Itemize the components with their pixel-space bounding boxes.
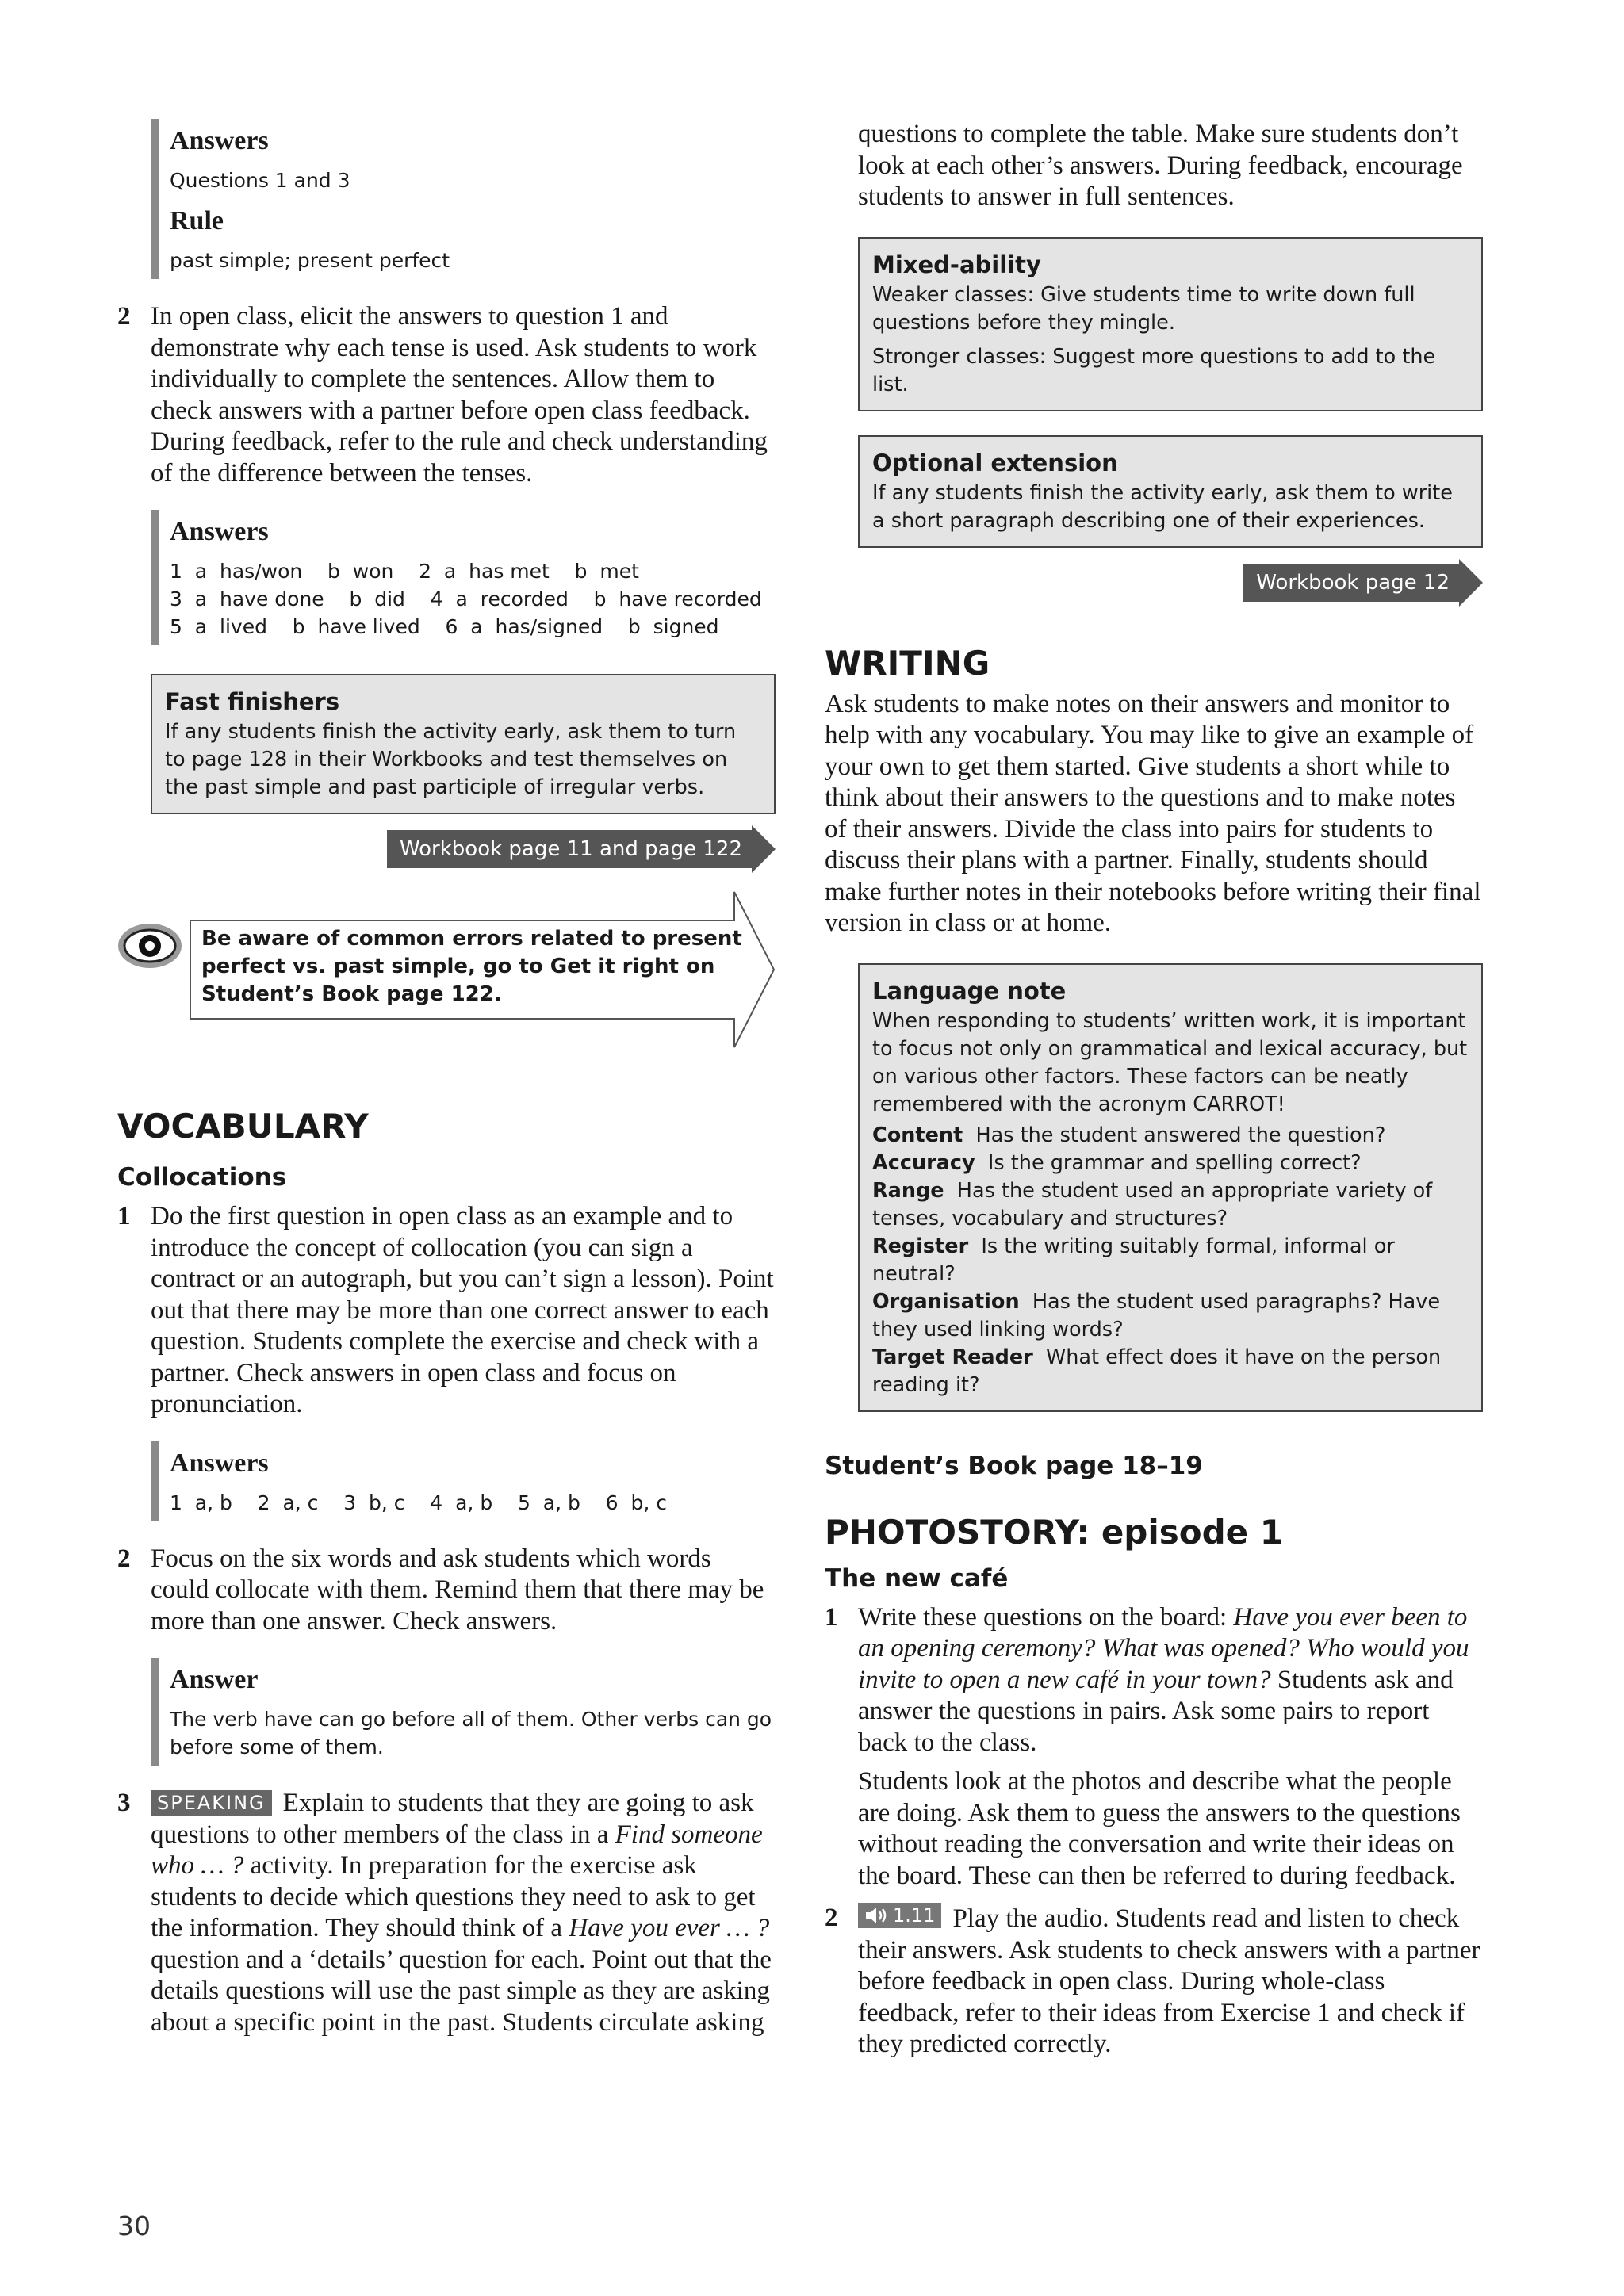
answer-box — [151, 1658, 776, 1766]
carrot-desc: Has the student used an appropriate variety of tenses, vocabulary and structures? — [872, 1178, 1433, 1230]
page-number: 30 — [117, 2210, 151, 2241]
item-text-part: activity. In preparation for the exercise ask students to decide which questions they need to ask to get the information. They should think of a — [151, 1851, 756, 1942]
exercise-item — [825, 1602, 1483, 1892]
carrot-term: Content — [872, 1123, 963, 1147]
section-title-vocabulary: VOCABULARY — [117, 1107, 369, 1146]
answers-heading: Answers — [170, 126, 269, 155]
carrot-term: Range — [872, 1178, 944, 1203]
rule-text: past simple; present perfect — [170, 249, 450, 272]
item-number: 2 — [825, 1904, 838, 1932]
answers-box — [151, 119, 776, 279]
writing-text: Ask students to make notes on their answers and monitor to help with any vocabulary. You may like to give an example of your own to get them started. Give students a short while to think about their answers to the questions and to make notes of their answers. Divide the class into pairs for students to discuss their plans with a partner. Finally, students should make further notes in their notebooks before writing their final version in class or at home. — [825, 689, 1481, 937]
item-text-italic: Find someone who … ? — [151, 1820, 763, 1880]
optional-extension-box — [858, 435, 1483, 548]
box-heading: Optional extension — [872, 449, 1118, 476]
carrot-item — [872, 1233, 1469, 1288]
continued-text: questions to complete the table. Make sure students don’t look at each other’s answers. During feedback, encourage students to answer in full sentences. — [858, 120, 1463, 211]
item-text — [151, 1788, 776, 2038]
answers-text: Questions 1 and 3 — [170, 169, 350, 192]
language-note-box — [858, 963, 1483, 1412]
carrot-desc: What effect does it have on the person reading it? — [872, 1345, 1442, 1397]
exercise-item — [117, 1201, 776, 1421]
subsection-title: Collocations — [117, 1163, 287, 1192]
carrot-item — [872, 1344, 1469, 1399]
exercise-item — [825, 1903, 1483, 2061]
audio-track-number: 1.11 — [893, 1904, 936, 1927]
carrot-term: Organisation — [872, 1289, 1020, 1314]
answer-heading: Answer — [170, 1665, 259, 1694]
carrot-item — [872, 1177, 1469, 1233]
box-text: Weaker classes: Give students time to write down full questions before they mingle. — [872, 282, 1415, 335]
callout-get-it-right — [117, 890, 776, 1049]
answers-line: 3 a have done b did 4 a recorded b have recorded — [170, 587, 762, 610]
item-text: Do the first question in open class as an example and to introduce the concept of collocation (you can sign a contract or an autograph, but you can’t sign a lesson). Point out that there may be more than one correct answer to each question. Students complete the exercise and check with a partner. Check answers in open class and focus on pronunciation. — [151, 1202, 774, 1418]
item-number: 2 — [117, 302, 131, 331]
workbook-row — [117, 830, 776, 868]
item-text-part: Explain to students that they are going to ask questions to other members of the class in a — [151, 1789, 754, 1849]
speaking-badge: SPEAKING — [151, 1790, 272, 1816]
carrot-item — [872, 1150, 1469, 1177]
carrot-desc: Is the grammar and spelling correct? — [987, 1150, 1362, 1175]
carrot-term: Accuracy — [872, 1150, 975, 1175]
answers-line: 1 a has/won b won 2 a has met b met — [170, 560, 639, 583]
item-text-italic: Have you ever been to an opening ceremony? What was opened? Who would you invite to open a new café in your town? — [858, 1602, 1469, 1694]
item-text-italic: Have you ever … ? — [569, 1914, 770, 1942]
answer-text: The verb have can go before all of them. Other verbs can go before some of them. — [170, 1708, 772, 1758]
exercise-item — [117, 301, 776, 489]
workbook-row — [825, 564, 1483, 602]
students-book-page-ref: Student’s Book page 18–19 — [825, 1451, 1203, 1480]
item-number: 1 — [117, 1202, 131, 1230]
item-paragraph: Students look at the photos and describe what the people are doing. Ask them to guess the answers to the questions without reading the conversation and write their ideas on the board. These can then be referred to during feedback. — [858, 1767, 1461, 1890]
item-number: 2 — [117, 1544, 131, 1573]
box-text: When responding to students’ written work, it is important to focus not only on grammatical and lexical accuracy, but on various other factors. These factors can be neatly remembered with the acronym CARROT! — [872, 1008, 1468, 1116]
item-text-part: question and a ‘details’ question for each. Point out that the details questions will use the past simple as they are asking about a specific point in the past. Students circulate asking — [151, 1945, 772, 2037]
box-text: If any students finish the activity early, ask them to turn to page 128 in their Workbooks and test themselves on the past simple and past participle of irregular verbs. — [165, 720, 737, 799]
answers-box — [151, 1441, 776, 1521]
item-text-part: Play the audio. Students read and listen to check their answers. Ask students to check answers with a partner before feedback in open class. During whole-class feedback, refer to their ideas from Exercise 1 and check if they predicted correctly. — [858, 1904, 1480, 2058]
answers-heading: Answers — [170, 1448, 269, 1478]
box-heading: Mixed-ability — [872, 251, 1041, 278]
item-number: 1 — [825, 1602, 838, 1632]
answers-text: 1 a, b 2 a, c 3 b, c 4 a, b 5 a, b 6 b, c — [170, 1490, 667, 1514]
exercise-item — [117, 1544, 776, 1638]
section-title-photostory: PHOTOSTORY: episode 1 — [825, 1512, 1284, 1552]
workbook-link[interactable]: Workbook page 11 and page 122 — [387, 830, 752, 868]
exercise-item — [117, 1788, 776, 2038]
section-title-writing: WRITING — [825, 643, 990, 683]
answers-heading: Answers — [170, 517, 269, 546]
carrot-desc: Has the student used paragraphs? Have they used linking words? — [872, 1289, 1441, 1341]
item-text-part: Write these questions on the board: — [858, 1602, 1234, 1632]
right-column — [825, 119, 1483, 2081]
carrot-item — [872, 1288, 1469, 1344]
box-heading: Fast finishers — [165, 688, 340, 715]
box-text: If any students finish the activity early, ask them to write a short paragraph describing one of their experiences. — [872, 480, 1453, 533]
left-column — [117, 119, 776, 2059]
box-text: Stronger classes: Suggest more questions to add to the list. — [872, 344, 1436, 396]
mixed-ability-box — [858, 237, 1483, 411]
answers-line: 5 a lived b have lived 6 a has/signed b signed — [170, 615, 719, 638]
box-heading: Language note — [872, 977, 1067, 1004]
item-text: In open class, elicit the answers to question 1 and demonstrate why each tense is used. Ask students to work individually to complete the sentences. Allow them to check answers with a partner before open class feedback. During feedback, refer to the rule and check understanding of the difference between the tenses. — [151, 302, 768, 488]
carrot-desc: Has the student answered the question? — [975, 1123, 1386, 1147]
carrot-desc: Is the writing suitably formal, informal or neutral? — [872, 1234, 1395, 1286]
eye-icon — [117, 922, 182, 970]
speaker-icon — [864, 1906, 888, 1925]
audio-track-badge[interactable] — [858, 1903, 941, 1928]
carrot-term: Register — [872, 1234, 969, 1258]
item-text — [858, 1903, 1483, 2061]
rule-heading: Rule — [170, 206, 224, 235]
callout-text: Be aware of common errors related to present perfect vs. past simple, go to Get it right on Student’s Book page 122. — [201, 927, 742, 1006]
fast-finishers-box — [151, 674, 776, 814]
carrot-item — [872, 1122, 1469, 1150]
workbook-link[interactable]: Workbook page 12 — [1243, 564, 1459, 602]
item-text — [858, 1602, 1483, 1892]
item-text-part: Students ask and answer the questions in pairs. Ask some pairs to report back to the class. — [858, 1665, 1454, 1757]
item-number: 3 — [117, 1789, 131, 1817]
carrot-term: Target Reader — [872, 1345, 1033, 1369]
subsection-title: The new café — [825, 1563, 1009, 1593]
answers-box — [151, 510, 776, 645]
item-text: Focus on the six words and ask students which words could collocate with them. Remind them that there may be more than one answer. Check answers. — [151, 1544, 764, 1636]
